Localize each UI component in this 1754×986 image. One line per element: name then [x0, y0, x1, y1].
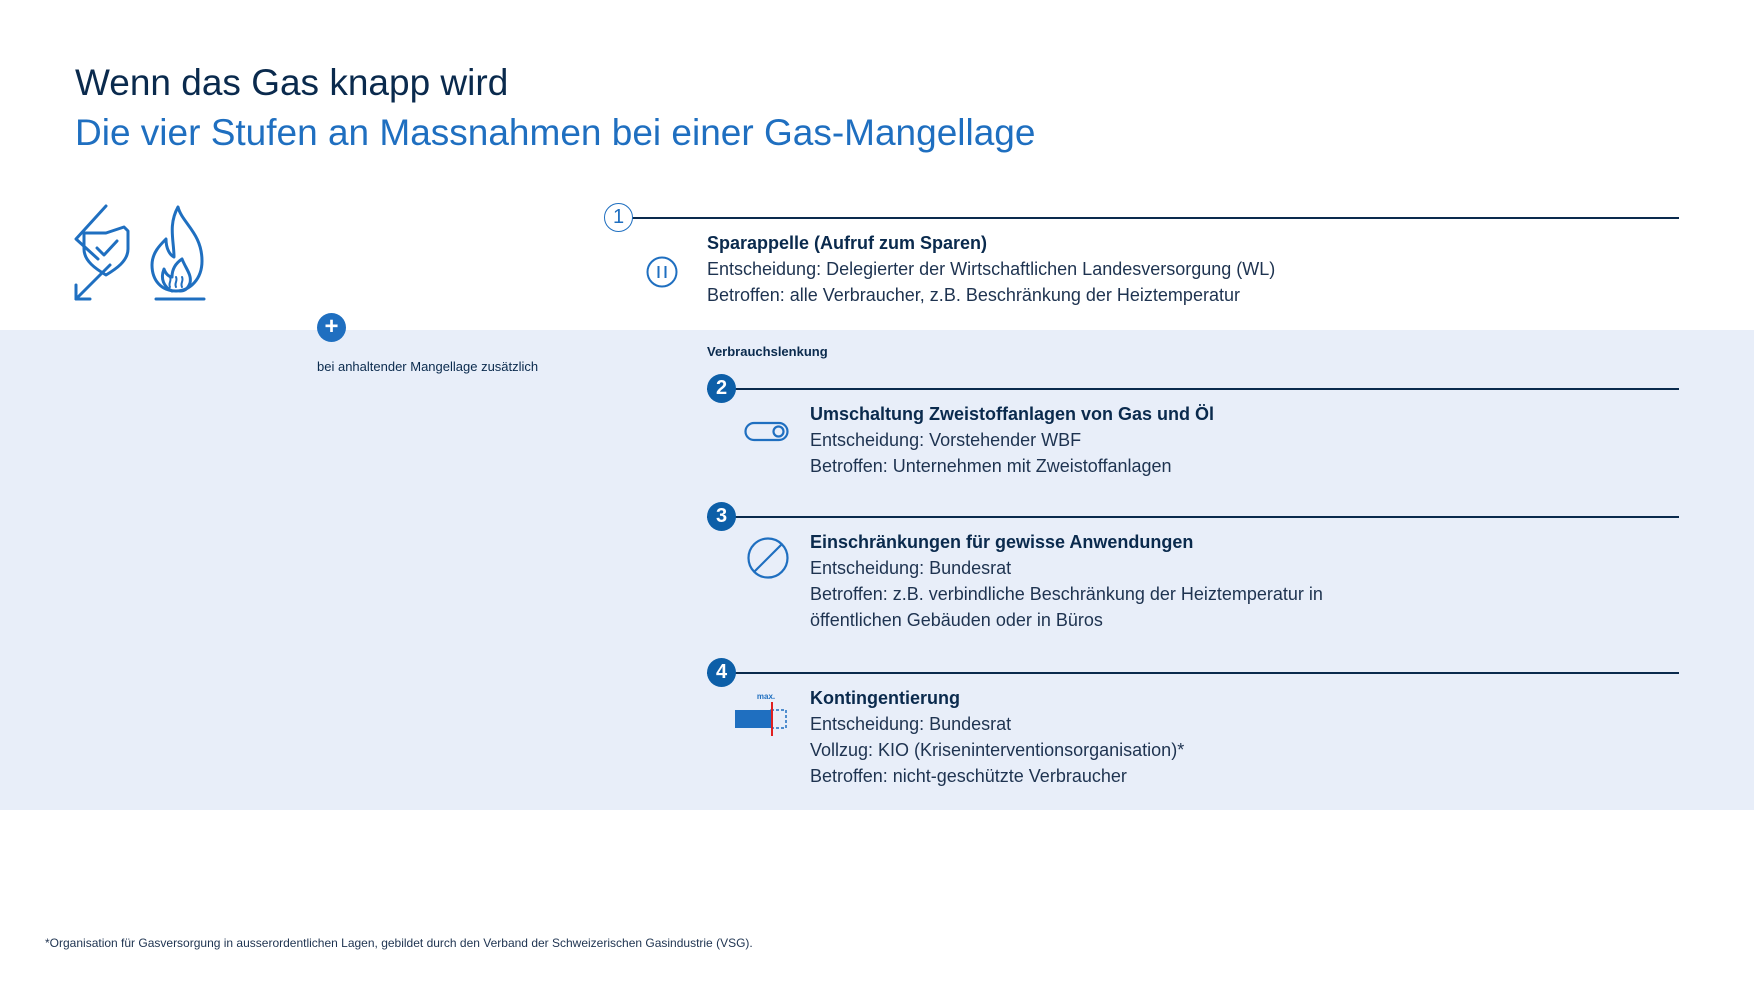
step-4-line: Entscheidung: Bundesrat: [810, 714, 1012, 734]
step-2-number: 2: [707, 374, 736, 403]
step-2-line: Entscheidung: Vorstehender WBF: [810, 430, 1082, 450]
step-4-line: Vollzug: KIO (Kriseninterventionsorganisation)*: [810, 740, 1185, 760]
footnote: *Organisation für Gasversorgung in ausserordentlichen Lagen, gebildet durch den Verband der Schweizerischen Gasindustrie (VSG).: [45, 936, 753, 950]
step-3-line: öffentlichen Gebäuden oder in Büros: [810, 610, 1103, 630]
prohibited-icon: [746, 536, 790, 580]
shield-flame-icon: [72, 203, 222, 303]
step-2-line: Betroffen: Unternehmen mit Zweistoffanlagen: [810, 456, 1172, 476]
step-1-line: Entscheidung: Delegierter der Wirtschaftlichen Landesversorgung (WL): [707, 259, 1276, 279]
step-3-heading: Einschränkungen für gewisse Anwendungen: [810, 532, 1194, 552]
additional-caption: bei anhaltender Mangellage zusätzlich: [317, 359, 539, 374]
step-1-divider: [632, 217, 1679, 219]
step-2-text: [810, 401, 1214, 479]
pause-icon: [645, 255, 679, 289]
step-2-divider: [707, 388, 1679, 390]
quota-bar-icon: [734, 690, 792, 738]
page-subtitle: Die vier Stufen an Massnahmen bei einer Gas-Mangellage: [75, 112, 1036, 153]
step-1-heading: Sparappelle (Aufruf zum Sparen): [707, 233, 988, 253]
step-4-divider: [707, 672, 1679, 674]
step-1-line: Betroffen: alle Verbraucher, z.B. Beschränkung der Heiztemperatur: [707, 285, 1240, 305]
step-4-heading: Kontingentierung: [810, 688, 960, 708]
section-label: Verbrauchslenkung: [707, 344, 828, 359]
step-4-number: 4: [707, 658, 736, 687]
step-4-text: [810, 685, 1184, 789]
plus-badge: +: [317, 313, 346, 342]
step-3-line: Betroffen: z.B. verbindliche Beschränkung der Heiztemperatur in: [810, 584, 1323, 604]
step-3-number: 3: [707, 502, 736, 531]
step-4-line: Betroffen: nicht-geschützte Verbraucher: [810, 766, 1127, 786]
page-title: Wenn das Gas knapp wird: [75, 62, 509, 103]
toggle-icon: [744, 420, 790, 444]
step-1-text: [707, 230, 1275, 308]
step-2-heading: Umschaltung Zweistoffanlagen von Gas und Öl: [810, 404, 1215, 424]
quota-max-label: max.: [756, 692, 776, 701]
step-3-line: Entscheidung: Bundesrat: [810, 558, 1012, 578]
step-1-number: 1: [604, 203, 633, 232]
step-3-text: [810, 529, 1323, 633]
step-3-divider: [707, 516, 1679, 518]
